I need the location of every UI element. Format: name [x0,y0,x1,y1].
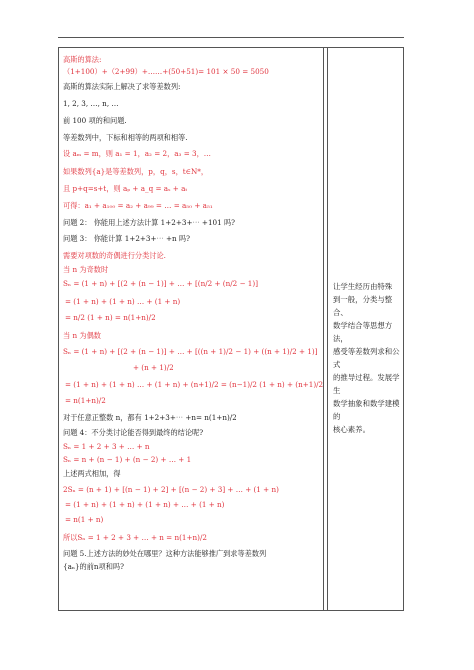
content-line: 2Sₙ = (n + 1) + [(n − 1) + 2] + [(n − 2) + 3] + … + (1 + n) [63,485,279,494]
content-line: = n(1+n)/2 [65,396,106,405]
content-line: （1+100）+（2+99）+……+(50+51)= 101 × 50 = 5050 [63,67,269,76]
column-divider [323,48,324,610]
content-line: = (1 + n) + (1 + n) … + (1 + n) [65,297,181,306]
content-line: = n/2 (1 + n) = n(1+n)/2 [65,313,156,322]
design-intent-line: 让学生经历由特殊 [333,282,393,291]
content-line: 上述两式相加，得 [63,469,121,478]
content-line: 所以Sₙ = 1 + 2 + 3 + … + n = n(1+n)/2 [63,533,207,542]
content-line: Sₙ = (1 + n) + [(2 + (n − 1)] + … + [(n/2 + (n/2 − 1)] [63,279,258,288]
content-line: 1, 2, 3, …, n, … [63,99,119,108]
design-intent-line: 到一般，分类与整合、 [333,295,393,317]
content-line: Sₙ = n + (n − 1) + (n − 2) + … + 1 [63,455,192,464]
content-line: 问题 5.上述方法的妙处在哪里？这种方法能够推广到求等差数列 [63,549,267,558]
content-line: = n(1 + n) [65,515,104,524]
design-intent-line: 核心素养。 [333,425,370,434]
design-intent-line: 数学抽象和数学建模的 [333,399,400,421]
content-line: 问题 4：不分类讨论能否得到最终的结论呢? [63,428,204,437]
content-line: 如果数列{a}是等差数列，p，q，s，t∈N*， [63,167,209,176]
content-line: 问题 3： 你能计算 1+2+3+⋯ +n 吗? [63,234,190,243]
content-line: = (1 + n) + (1 + n) + (1 + n) + … + (1 + n) [65,500,225,509]
column-divider-inner [327,48,328,610]
content-line: 前 100 项的和问题. [63,116,127,125]
content-line: {aₙ}的前n项和吗? [63,562,124,571]
content-line: 且 p+q=s+t，则 aₚ + a_q = aₛ + aₜ [63,184,188,193]
content-line: + (n + 1)/2 [133,363,174,372]
lesson-table [58,47,404,611]
content-line: = (1 + n) + (1 + n) … + (1 + n) + (n+1)/2 = (n−1)/2 (1 + n) + (n+1)/2 [65,380,324,389]
content-line: 高斯的算法: [63,55,102,64]
content-line: 可得：a₁ + a₁₀₀ = a₂ + a₉₉ = … = a₅₀ + a₅₁ [63,201,213,210]
content-line: 对于任意正整数 n，都有 1+2+3+⋯ +n= n(1+n)/2 [63,413,237,422]
content-line: 当 n 为奇数时 [63,265,109,274]
design-intent-line: 的推导过程。发展学生 [333,373,400,395]
content-line: 设 aₘ = m，则 a₁ = 1，a₂ = 2，a₃ = 3，… [63,149,211,158]
content-line: 问题 2： 你能用上述方法计算 1+2+3+⋯ +101 吗? [63,218,236,227]
content-line: 当 n 为偶数 [63,331,101,340]
content-line: Sₙ = 1 + 2 + 3 + … + n [63,442,150,451]
content-line: 需要对项数的奇偶进行分类讨论. [63,251,166,260]
content-line: Sₙ = (1 + n) + [(2 + (n − 1)] + … + [((n + 1)/2 − 1) + ((n + 1)/2 + 1)] [63,347,318,356]
design-intent-column [333,280,401,436]
design-intent-line: 数学结合等思想方法， [333,321,393,343]
content-line: 高斯的算法实际上解决了求等差数列: [63,82,181,91]
page-top-rule [58,37,404,38]
content-line: 等差数列中，下标和相等的两项和相等. [63,133,188,142]
design-intent-line: 感受等差数列求和公式 [333,347,400,369]
